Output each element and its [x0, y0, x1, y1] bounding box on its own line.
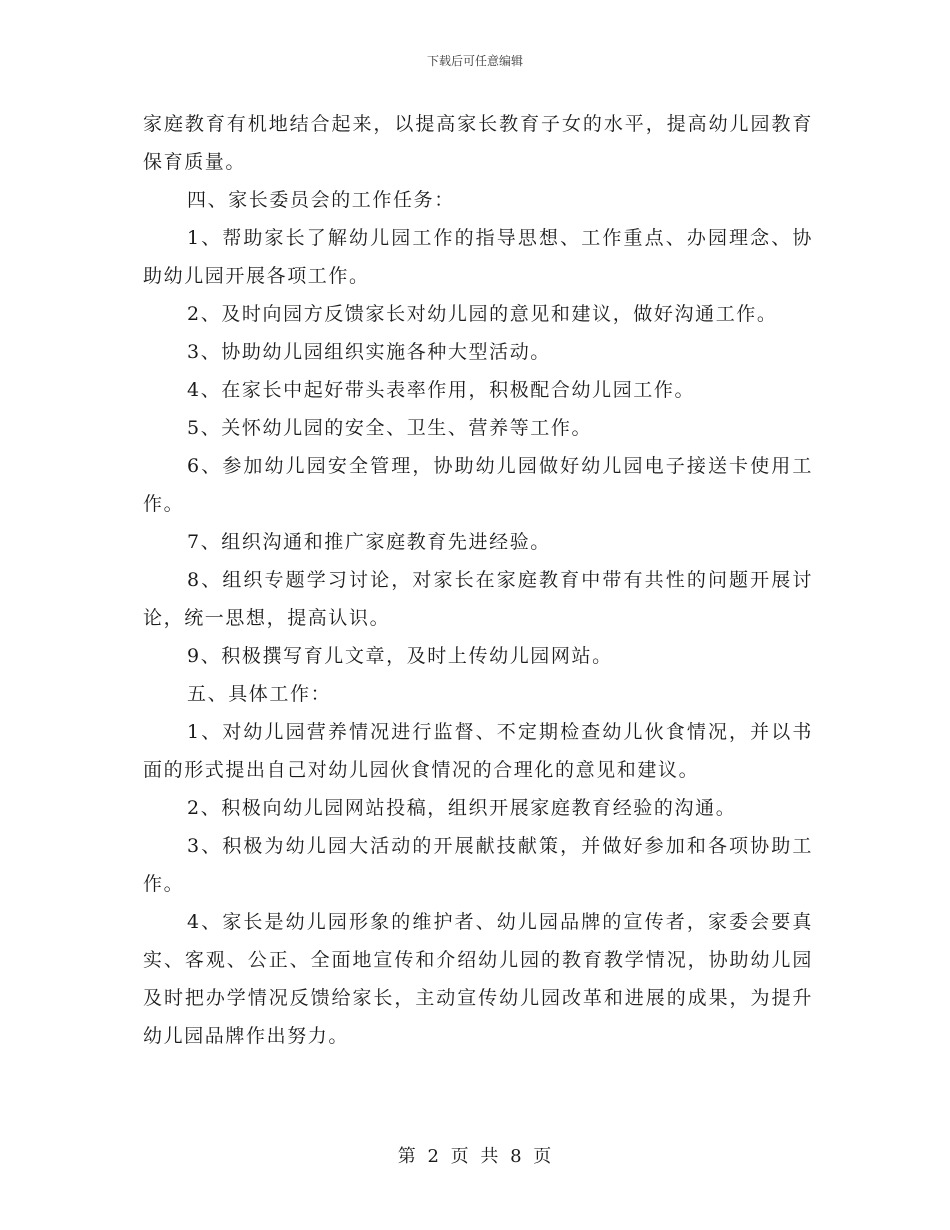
list-item: 4、家长是幼儿园形象的维护者、幼儿园品牌的宣传者，家委会要真实、客观、公正、全面地宣传和介绍幼儿园的教育教学情况，协助幼儿园及时把办学情况反馈给家长，主动宣传幼儿园改革和进展的成果，为提升幼儿园品牌作出努力。 — [143, 911, 813, 1047]
list-item: 3、协助幼儿园组织实施各种大型活动。 — [187, 341, 551, 363]
list-item: 4、在家长中起好带头表率作用，积极配合幼儿园工作。 — [187, 379, 696, 401]
list-item: 2、积极向幼儿园网站投稿，组织开展家庭教育经验的沟通。 — [187, 797, 737, 819]
paragraph: 家庭教育有机地结合起来，以提高家长教育子女的水平，提高幼儿园教育保育质量。 — [143, 113, 813, 173]
section-heading: 五、具体工作： — [187, 683, 332, 705]
list-item: 7、组织沟通和推广家庭教育先进经验。 — [187, 531, 551, 553]
list-item: 5、关怀幼儿园的安全、卫生、营养等工作。 — [187, 417, 593, 439]
page-number: 第 2 页 共 8 页 — [397, 1146, 553, 1167]
list-item: 1、对幼儿园营养情况进行监督、不定期检查幼儿伙食情况，并以书面的形式提出自己对幼儿园伙食情况的合理化的意见和建议。 — [143, 721, 813, 781]
list-item: 9、积极撰写育儿文章，及时上传幼儿园网站。 — [187, 645, 613, 667]
page-header: 下载后可任意编辑 — [426, 54, 523, 68]
list-item: 3、积极为幼儿园大活动的开展献技献策，并做好参加和各项协助工作。 — [143, 835, 813, 895]
list-item: 2、及时向园方反馈家长对幼儿园的意见和建议，做好沟通工作。 — [187, 303, 778, 325]
document-body — [143, 105, 813, 1055]
list-item: 6、参加幼儿园安全管理，协助幼儿园做好幼儿园电子接送卡使用工作。 — [143, 455, 813, 515]
list-item: 1、帮助家长了解幼儿园工作的指导思想、工作重点、办园理念、协助幼儿园开展各项工作。 — [143, 227, 813, 287]
list-item: 8、组织专题学习讨论，对家长在家庭教育中带有共性的问题开展讨论，统一思想，提高认识。 — [143, 569, 813, 629]
section-heading: 四、家长委员会的工作任务： — [187, 189, 455, 211]
